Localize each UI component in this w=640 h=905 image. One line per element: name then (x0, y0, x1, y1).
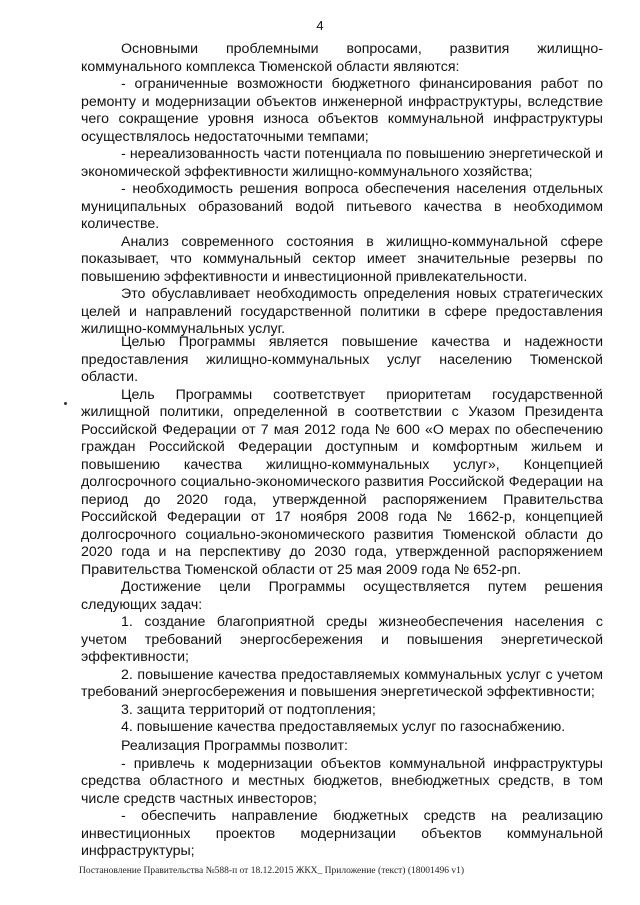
list-item: 2. повышение качества предоставляемых коммунальных услуг с учетом требований энергосбережения и повышения энергетической эффективности; (81, 666, 603, 700)
list-item: - нереализованность части потенциала по повышению энергетической и экономической эффективности жилищно-коммунального хозяйства; (81, 146, 603, 180)
paragraph: Реализация Программы позволит: (121, 738, 348, 754)
paragraph: Анализ современного состояния в жилищно-коммунальной сфере показывает, что коммунальный сектор имеет значительные резервы по повышению эффективности и инвестиционной привлекательности. (81, 233, 603, 285)
text-block-implementation (81, 738, 603, 861)
scan-dot (64, 402, 67, 405)
list-item: - обеспечить направление бюджетных средств на реализацию инвестиционных проектов модернизации объектов коммунальной инфраструктуры; (81, 808, 603, 859)
paragraph: Цель Программы соответствует приоритетам государственной жилищной политики, определенной в соответствии с Указом Президента Российской Федерации от 7 мая 2012 года № 600 «О мерах по обеспечению граждан Российской Федерации доступным и комфортным жильем и повышению качества жилищно-коммунальных услуг», Концепцией долгосрочного социально-экономического развития Российской Федерации на период до 2020 года, утвержденной распоряжением Правительства Российской Федерации от 17 ноября 2008 года № 1662-р, концепцией долгосрочного социально-экономического развития Тюменской области до 2020 года и на перспективу до 2030 года, утвержденной распоряжением Правительства Тюменской области от 25 мая 2009 года № 652-рп. (81, 386, 603, 578)
list-item: - привлечь к модернизации объектов коммунальной инфраструктуры средства областного и местных бюджетов, внебюджетных средств, в том числе средств частных инвесторов; (81, 755, 603, 807)
text-block-goal (81, 334, 603, 737)
page-number: 4 (316, 18, 324, 33)
list-item: 4. повышение качества предоставляемых услуг по газоснабжению. (121, 719, 566, 735)
paragraph: Достижение цели Программы осуществляется путем решения следующих задач: (81, 579, 603, 613)
list-item: - необходимость решения вопроса обеспечения населения отдельных муниципальных образований водой питьевого качества в необходимом количестве. (81, 181, 603, 232)
document-footer: Постановление Правительства №588-п от 18.12.2015 ЖКХ_ Приложение (текст) (18001496 v1) (79, 866, 465, 876)
text-block-problems (81, 41, 603, 339)
list-item: 1. создание благоприятной среды жизнеобеспечения населения с учетом требований энергосбережения и повышения энергетической эффективности; (81, 614, 603, 665)
paragraph: Это обуславливает необходимость определения новых стратегических целей и направлений государственной политики в сфере предоставления жилищно-коммунальных услуг. (81, 286, 603, 337)
list-item: - ограниченные возможности бюджетного финансирования работ по ремонту и модернизации объектов инженерной инфраструктуры, вследствие чего сокращение уровня износа объектов коммунальной инфраструктуры осуществлялось недостаточными темпами; (81, 76, 603, 145)
paragraph: Основными проблемными вопросами, развития жилищно-коммунального комплекса Тюменской области являются: (81, 41, 603, 75)
paragraph: Целью Программы является повышение качества и надежности предоставления жилищно-коммунальных услуг населению Тюменской области. (81, 334, 603, 385)
list-item: 3. защита территорий от подтопления; (121, 701, 376, 718)
